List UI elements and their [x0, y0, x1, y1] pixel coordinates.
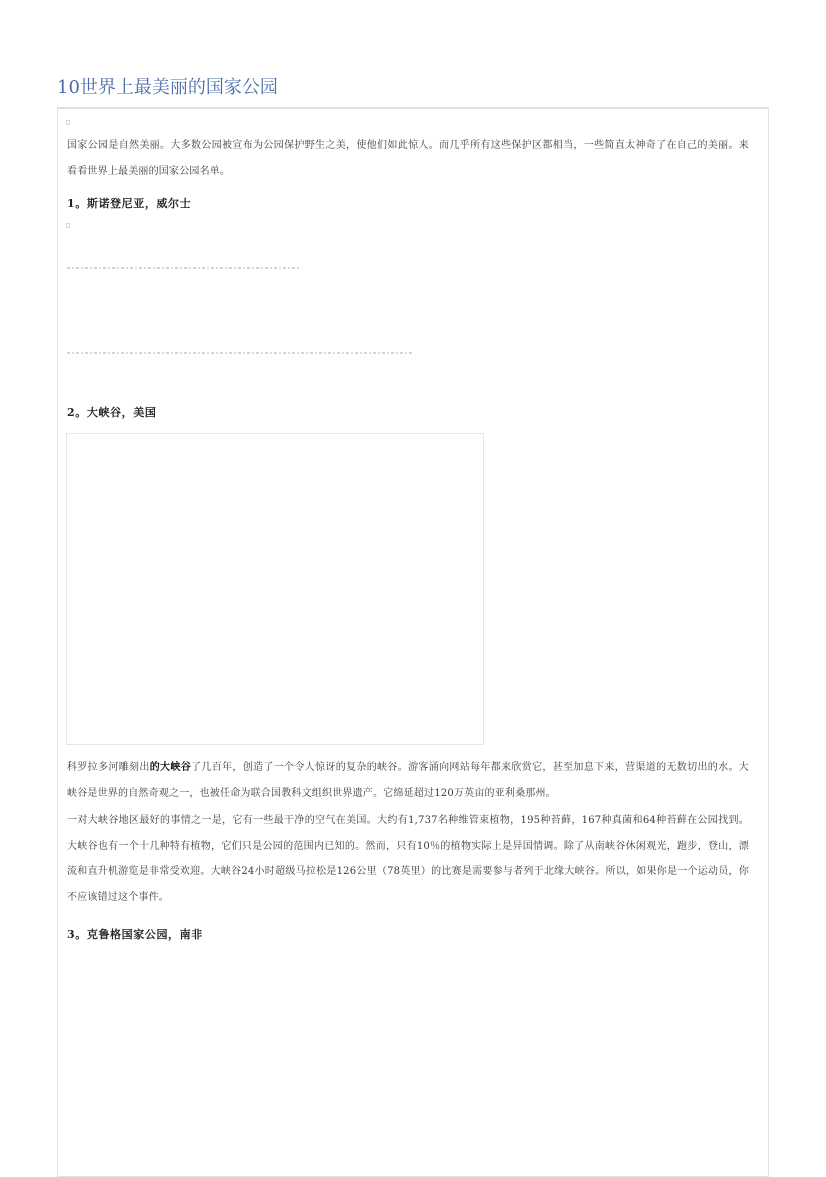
grand-canyon-image — [66, 433, 484, 745]
canyon-text: 科罗拉多河雕刻出 — [67, 762, 150, 773]
faint-embed-line — [67, 267, 299, 269]
faint-embed-line — [67, 352, 413, 354]
page-title: 10世界上最美丽的国家公园 — [57, 76, 769, 109]
section-heading-kruger: 3。克鲁格国家公园，南非 — [67, 928, 203, 941]
canyon-paragraph-1 — [67, 755, 749, 806]
broken-image-icon — [66, 120, 70, 125]
article-body — [57, 107, 769, 1177]
canyon-bold-text: 的大峡谷 — [149, 762, 192, 773]
section-heading-snowdonia: 1。斯诺登尼亚，威尔士 — [67, 197, 192, 210]
canyon-paragraph-2: 一对大峡谷地区最好的事情之一是，它有一些最干净的空气在美国。大约有1,737名种维管束植物，195种苔藓，167种真菌和64种苔藓在公园找到。大峡谷也有一个十几种特有植物，它们只是公园的范围内已知的。然而，只有10％的植物实际上是异国情调。除了从南峡谷休闲观光，跑步，登山，漂流和直升机游览是非常受欢迎。大峡谷24小时超级马拉松是126公里（78英里）的比赛是需要参与者列于北缘大峡谷。所以，如果你是一个运动员，你不应该错过这个事件。 — [67, 815, 749, 903]
broken-image-icon — [66, 223, 70, 228]
section-heading-grand-canyon: 2。大峡谷，美国 — [67, 406, 157, 419]
canyon-text: 了几百年，创造了一个令人惊讶的复杂的峡谷。游客涌向网站每年都来欣赏它，甚至加息下来，营渠道的无数切出的水。大峡谷是世界的自然奇观之一，也被任命为联合国教科文组织世界遗产。它绵延超过120万英亩的亚利桑那州。 — [67, 762, 749, 799]
intro-paragraph: 国家公园是自然美丽。大多数公园被宣布为公园保护野生之美，使他们如此惊人。而几乎所有这些保护区都相当，一些简直太神奇了在自己的美丽。来看看世界上最美丽的国家公园名单。 — [67, 140, 749, 177]
